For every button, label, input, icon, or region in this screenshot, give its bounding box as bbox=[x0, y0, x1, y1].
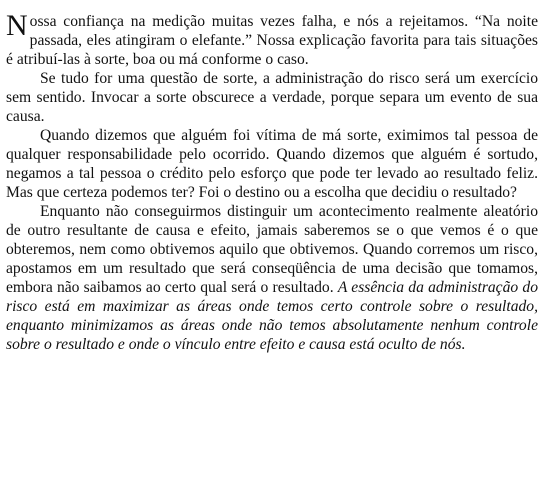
paragraph-1 bbox=[6, 9, 538, 69]
paragraph-4-italic-text: A essência da administração do risco está em maximizar as áreas onde temos certo controle sobre o resultado, enquanto minimizamos as áreas onde não temos absolutamente nenhum controle sobre o resultado e onde o vínculo entre efeito e causa está oculto de nós. bbox=[6, 279, 538, 353]
document-page bbox=[6, 9, 538, 354]
paragraph-2 bbox=[6, 69, 538, 126]
paragraph-1-text: ossa confiança na medição muitas vezes falha, e nós a rejeitamos. “Na noite passada, eles atingiram o elefante.” Nossa explicação favorita para tais situações é atribuí-las à sorte, boa ou má conforme o caso. bbox=[6, 13, 538, 68]
paragraph-2-text: Se tudo for uma questão de sorte, a administração do risco será um exercício sem sentido. Invocar a sorte obscurece a verdade, porque separa um evento de sua causa. bbox=[6, 70, 538, 125]
paragraph-4 bbox=[6, 202, 538, 354]
paragraph-3-text: Quando dizemos que alguém foi vítima de má sorte, eximimos tal pessoa de qualquer responsabilidade pelo ocorrido. Quando dizemos que alguém é sortudo, negamos a tal pessoa o crédito pelo esforço que pode ter levado ao resultado feliz. Mas que certeza podemos ter? Foi o destino ou a escolha que decidiu o resultado? bbox=[6, 127, 538, 201]
paragraph-3 bbox=[6, 126, 538, 202]
paragraph-4-text: Enquanto não conseguirmos distinguir um acontecimento realmente aleatório de outro resultante de causa e efeito, jamais saberemos se o que vemos é o que obteremos, nem como obtivemos aquilo que obtivemos. Quando corremos um risco, apostamos em um resultado que será conseqüência de uma decisão que tomamos, embora não saibamos ao certo qual será o resultado. bbox=[6, 203, 538, 296]
drop-cap: N bbox=[6, 9, 28, 42]
